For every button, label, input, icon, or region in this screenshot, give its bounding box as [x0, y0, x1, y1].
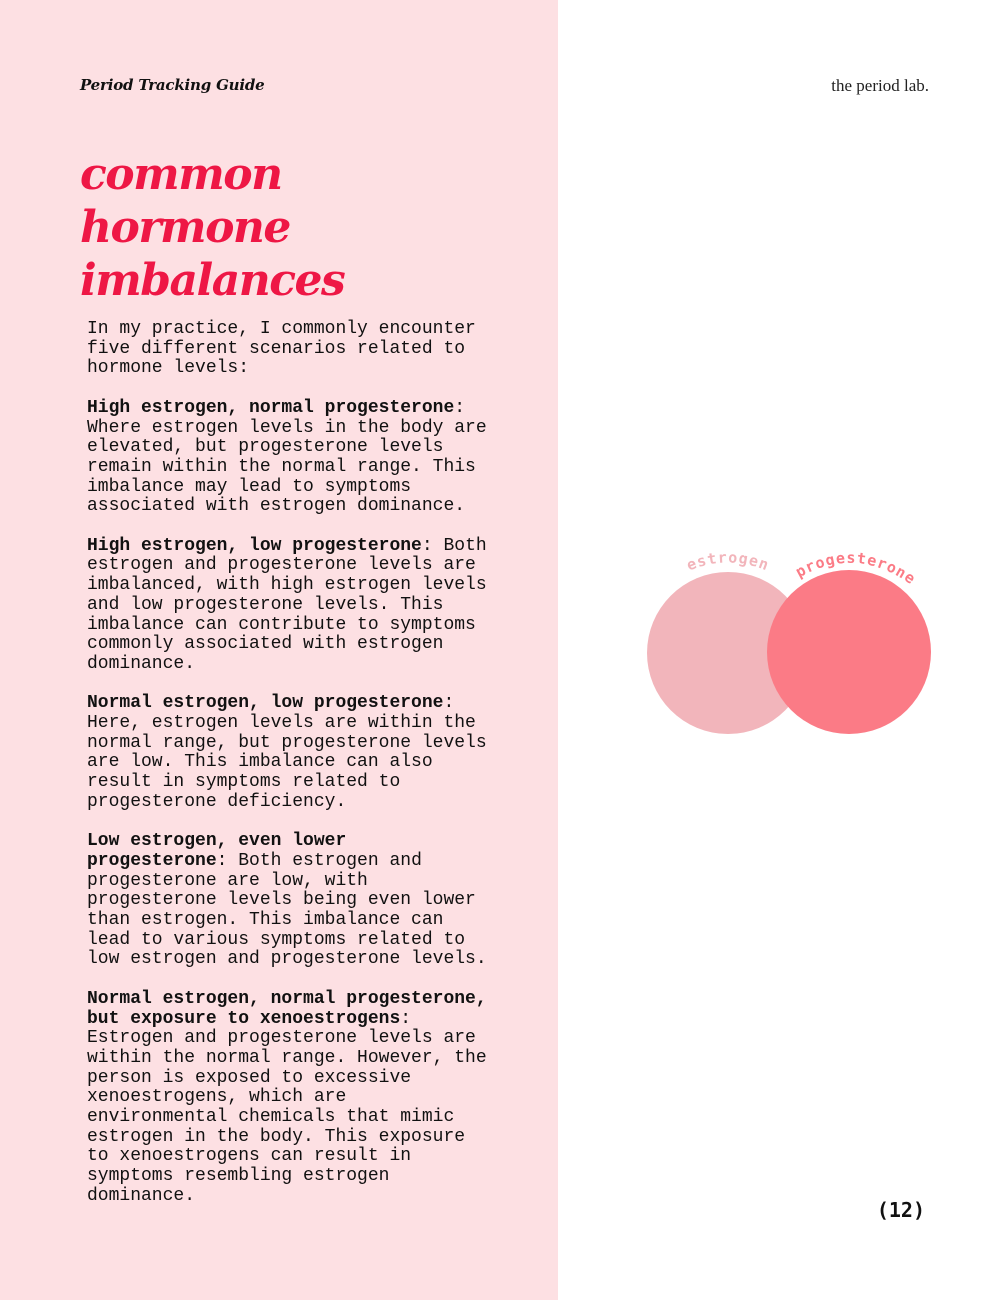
- heading-line-3: imbalances: [80, 255, 345, 306]
- progesterone-circle: [767, 570, 931, 734]
- brand-name: the period lab.: [831, 76, 929, 95]
- scenario-title: Normal estrogen, low progesterone: [87, 693, 444, 714]
- scenario-paragraph: Low estrogen, even lower progesterone: Both estrogen and progesterone are low, with progesterone levels being even lower than estrogen. This imbalance can lead to various symptoms related to low estrogen and progesterone levels.: [87, 831, 487, 970]
- scenario-paragraph: High estrogen, low progesterone: Both estrogen and progesterone levels are imbalanced, with high estrogen levels and low progesterone levels. This imbalance can contribute to symptoms commonly associated with estrogen dominance.: [87, 535, 487, 674]
- scenario-body: Where estrogen levels in the body are elevated, but progesterone levels remain within the normal range. This imbalance may lead to symptoms associated with estrogen dominance.: [87, 417, 487, 517]
- scenario-title: High estrogen, low progesterone: [87, 535, 422, 556]
- scenario-paragraph: Normal estrogen, normal progesterone, but exposure to xenoestrogens: Estrogen and progesterone levels are within the normal range. However, the person is exposed to excessive xenoestrogens, which are environmental chemicals that mimic estrogen in the body. This exposure to xenoestrogens can result in symptoms resembling estrogen dominance.: [87, 988, 487, 1206]
- page-heading: [80, 148, 344, 307]
- heading-line-1: common: [80, 149, 282, 200]
- guide-title: Period Tracking Guide: [80, 76, 265, 94]
- page-number: (12): [876, 1198, 925, 1222]
- scenario-paragraph: High estrogen, normal progesterone: Where estrogen levels in the body are elevated, but progesterone levels remain within the normal range. This imbalance may lead to symptoms associated with estrogen dominance.: [87, 397, 487, 517]
- scenario-body: Estrogen and progesterone levels are within the normal range. However, the person is exposed to excessive xenoestrogens, which are environmental chemicals that mimic estrogen in the body. This exposure to xenoestrogens can result in symptoms resembling estrogen dominance.: [87, 1028, 487, 1206]
- intro-paragraph: In my practice, I commonly encounter five different scenarios related to hormone levels:: [87, 319, 476, 379]
- scenario-paragraph: Normal estrogen, low progesterone: Here, estrogen levels are within the normal range, but progesterone levels are low. This imbalance can also result in symptoms related to progesterone deficiency.: [87, 693, 487, 812]
- scenario-title: High estrogen, normal progesterone: [87, 397, 455, 418]
- scenario-body: Both estrogen and progesterone levels are imbalanced, with high estrogen levels and low progesterone levels. This imbalance can contribute to symptoms commonly associated with estrogen dominance.: [87, 535, 487, 674]
- progesterone-label: progesterone: [792, 548, 920, 589]
- scenario-title: Low estrogen, even lower progesterone: [87, 831, 347, 871]
- body-text: [87, 320, 507, 1226]
- scenario-body: Both estrogen and progesterone are low, with progesterone levels being even lower than estrogen. This imbalance can lead to various symptoms related to low estrogen and progesterone levels.: [87, 850, 487, 970]
- estrogen-label: estrogen: [684, 548, 772, 575]
- venn-diagram: [640, 540, 950, 750]
- scenario-title: Normal estrogen, normal progesterone, but exposure to xenoestrogens: [87, 988, 487, 1029]
- heading-line-2: hormone: [80, 202, 290, 253]
- scenario-body: Here, estrogen levels are within the normal range, but progesterone levels are low. This imbalance can also result in symptoms related to progesterone deficiency.: [87, 713, 487, 812]
